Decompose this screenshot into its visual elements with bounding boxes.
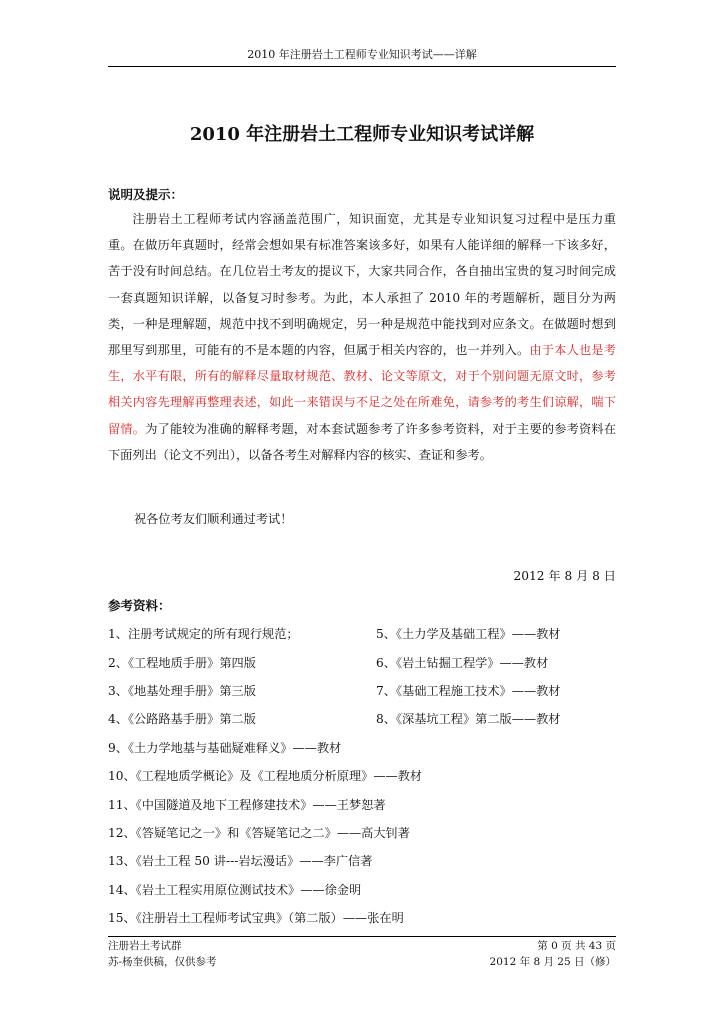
notes-heading: 说明及提示：	[108, 187, 184, 202]
reference-item: 5、《土力学及基础工程》——教材	[376, 627, 561, 641]
footer-group-name: 注册岩土考试群	[108, 940, 182, 952]
reference-item: 7、《基础工程施工技术》——教材	[376, 684, 561, 698]
intro-paragraph	[108, 206, 616, 468]
footer-revision-date: 2012 年 8 月 25 日（修）	[489, 956, 616, 968]
document-title: 2010 年注册岩土工程师专业知识考试详解	[189, 124, 535, 145]
reference-item: 15、《注册岩土工程师考试宝典》（第二版）——张在明	[108, 911, 404, 925]
reference-item: 14、《岩土工程实用原位测试技术》——徐金明	[108, 883, 362, 897]
signature-date: 2012 年 8 月 8 日	[513, 569, 616, 583]
reference-item: 3、《地基处理手册》第三版	[108, 684, 256, 698]
reference-item: 12、《答疑笔记之一》和《答疑笔记之二》——高大钊著	[108, 826, 410, 840]
reference-item: 4、《公路路基手册》第二版	[108, 712, 256, 726]
reference-item: 13、《岩土工程 50 讲---岩坛漫话》——李广信著	[108, 854, 373, 868]
page-header: 2010 年注册岩土工程师专业知识考试——详解	[247, 48, 477, 61]
intro-text-1: 注册岩土工程师考试内容涵盖范围广，知识面宽，尤其是专业知识复习过程中是压力重重。在做历年真题时，经常会想如果有标准答案该多好，如果有人能详细的解释一下该多好，苦于没有时间总结。在几位岩土考友的提议下，大家共同合作，各自抽出宝贵的复习时间完成一套真题知识详解，以备复习时参考。为此，本人承担了 2010 年的考题解析，题目分为两类，一种是理解题，规范中找不到明确规定，另一种是规范中能找到对应条文。在做题时想到那里写到那里，可能有的不是本题的内容，但属于相关内容的，也一并列入。	[108, 212, 616, 358]
reference-item: 10、《工程地质学概论》及《工程地质分析原理》——教材	[108, 769, 423, 783]
reference-item: 2、《工程地质手册》第四版	[108, 656, 256, 670]
reference-item: 6、《岩土钻掘工程学》——教材	[376, 656, 549, 670]
reference-item: 8、《深基坑工程》第二版——教材	[376, 712, 561, 726]
reference-item: 9、《土力学地基与基础疑难释义》——教材	[108, 741, 342, 755]
references-heading: 参考资料：	[108, 598, 171, 613]
reference-item: 11、《中国隧道及地下工程修建技术》——王梦恕著	[108, 798, 386, 812]
header-rule	[108, 66, 616, 67]
footer-page-number: 第 0 页 共 43 页	[537, 940, 616, 952]
reference-item: 1、注册考试规定的所有现行规范；	[108, 627, 299, 641]
intro-text-2: 为了能较为准确的解释考题，对本套试题参考了许多参考资料，对于主要的参考资料在下面列出（论文不列出），以备各考生对解释内容的核实、查证和参考。	[108, 421, 617, 462]
good-wishes: 祝各位考友们顺利通过考试！	[134, 512, 293, 526]
footer-rule	[108, 936, 616, 937]
intro-text-red: 由于本人也是考生，水平有限，所有的解释尽量取材规范、教材、论文等原文，对于个别问题无原文时，参考相关内容先理解再整理表述，如此一来错误与不足之处在所难免，请参考的考生们谅解，喘下留情。	[108, 343, 617, 436]
footer-contributor: 苏-杨奎供稿，仅供参考	[108, 956, 217, 968]
